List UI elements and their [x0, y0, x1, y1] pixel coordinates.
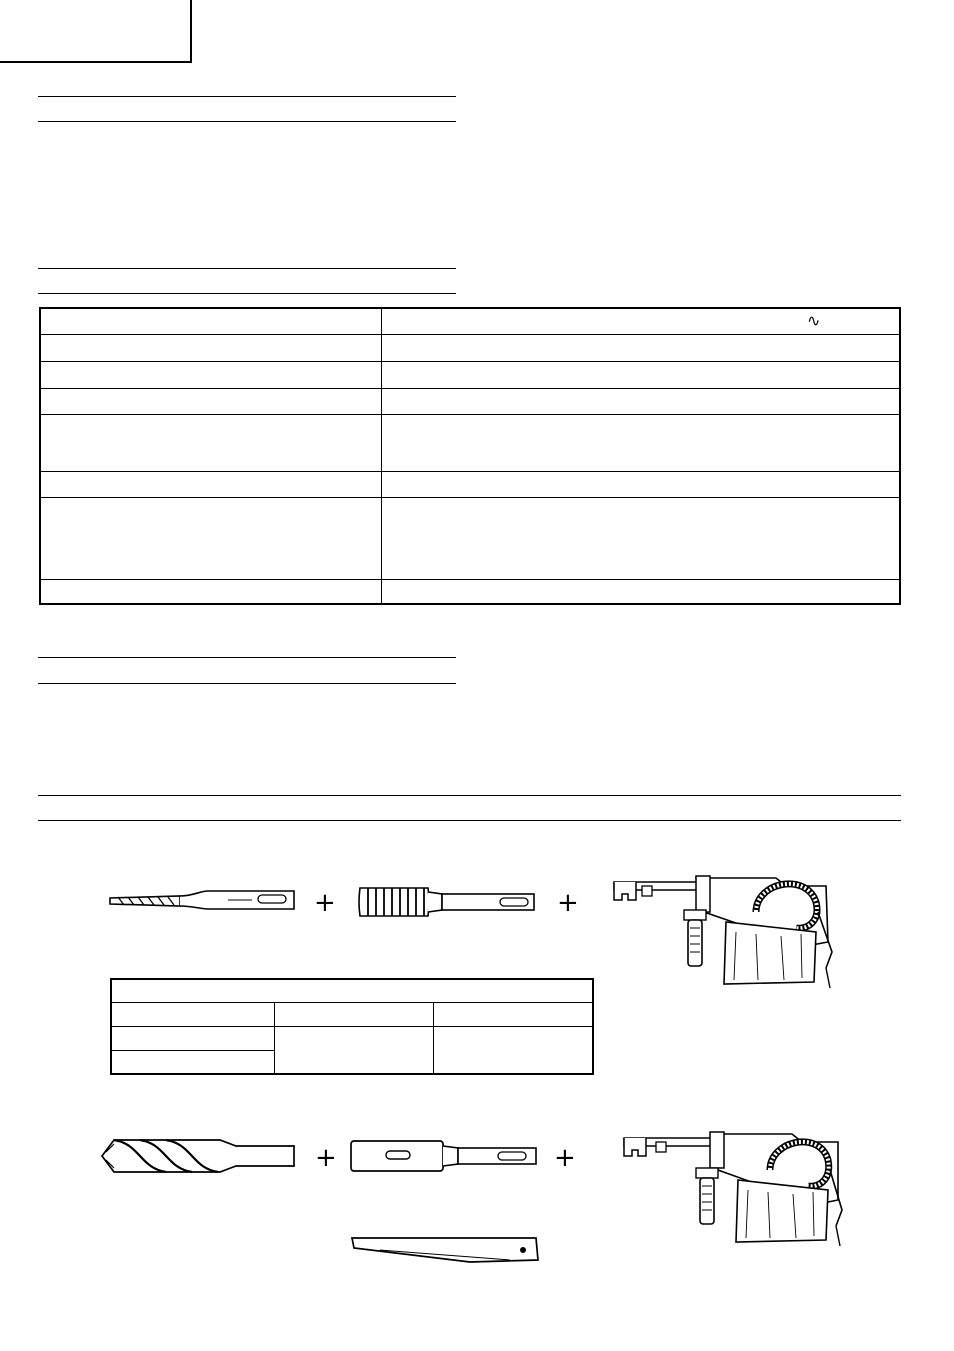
section-rule-bottom	[38, 820, 901, 821]
specifications-table	[39, 307, 901, 605]
cotter-icon	[350, 1234, 542, 1264]
section-rule-top	[38, 96, 456, 97]
table-row	[111, 979, 593, 1002]
section-rule-top	[38, 795, 901, 796]
table-row	[40, 579, 900, 604]
section-rule-bottom	[38, 121, 456, 122]
taper-shank-adapter-icon	[348, 1138, 540, 1174]
table-row	[111, 1002, 593, 1026]
section-rule-top	[38, 268, 456, 269]
hammer-dust-collector-icon	[606, 872, 838, 990]
plus-sign: +	[557, 888, 579, 918]
plus-sign: +	[314, 888, 336, 918]
table-row	[40, 388, 900, 414]
drill-bit-icon	[108, 886, 298, 916]
section-rule-bottom	[38, 293, 456, 294]
table-row	[40, 471, 900, 497]
taper-shank-drill-bit-icon	[100, 1134, 300, 1178]
table-row	[111, 1026, 593, 1050]
table-row	[40, 361, 900, 388]
hammer-dust-collector-icon	[616, 1128, 848, 1248]
table-row	[40, 308, 900, 334]
page-corner-tab	[0, 0, 192, 63]
section-rule-bottom	[38, 683, 456, 684]
bit-adapter-icon	[356, 880, 538, 924]
table-row	[40, 334, 900, 361]
bit-size-table	[110, 978, 594, 1075]
section-rule-top	[38, 657, 456, 658]
plus-sign: +	[315, 1143, 337, 1173]
plus-sign: +	[554, 1143, 576, 1173]
table-row	[40, 414, 900, 471]
table-row	[40, 497, 900, 579]
ac-symbol: ∿	[807, 311, 821, 330]
